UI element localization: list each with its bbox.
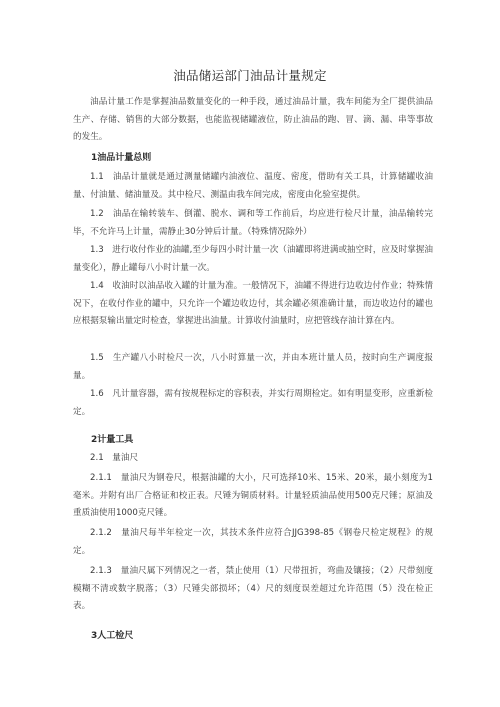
paragraph-1-2: 1.2 油品在输转装车、倒灌、脱水、调和等工作前后，均应进行检尺计量，油品输转完毕，不允许马上计量，需静止30分钟后计量。（特殊情况除外） bbox=[73, 209, 433, 237]
section-2-heading: 2计量工具 bbox=[91, 435, 134, 445]
section-1-heading: 1油品计量总则 bbox=[91, 153, 152, 163]
document-title: 油品储运部门油品计量规定 bbox=[173, 68, 327, 83]
paragraph-2-1-3: 2.1.3 量油尺属下列情况之一者，禁止使用（1）尺带扭折，弯曲及镶接；（2）尺带刻度模糊不清或数字脱落；（3）尺锤尖部损坏；（4）尺的刻度误差超过允许范围（5）没在检正表。 bbox=[73, 566, 433, 611]
paragraph-2-1-2: 2.1.2 量油尺每半年检定一次，其技术条件应符合JJG398-85《钢卷尺检定规程》的规定。 bbox=[73, 528, 433, 556]
paragraph-1-4: 1.4 收油时以油品收入罐的计量为准。一般情况下，油罐不得进行边收边付作业；特殊情况下，在收付作业的罐中，只允许一个罐边收边付，其余罐必须准确计量，而边收边付的罐也应根据泵输出量定时检查，掌握进出油量。计算收付油量时，应把管线存油计算在内。 bbox=[73, 281, 433, 326]
section-3-heading: 3人工检尺 bbox=[91, 631, 134, 641]
subheading-2-1: 2.1 量油尺 bbox=[90, 453, 139, 463]
paragraph-1-6: 1.6 凡计量容器，需有按规程标定的容积表，并实行周期检定。如有明显变形，应重新检定。 bbox=[73, 389, 433, 417]
intro-paragraph: 油品计量工作是掌握油品数量变化的一种手段，通过油品计量，我车间能为全厂提供油品生产、存储、销售的大部分数据，也能监视储罐液位，防止油品的跑、冒、滴、漏、串等事故的发生。 bbox=[73, 97, 433, 142]
paragraph-2-1-1: 2.1.1 量油尺为钢卷尺，根据油罐的大小，尺可选择10米、15米、20米，最小刻度为1毫米。并附有出厂合格证和校正表。尺锤为铜质材料。计量轻质油品使用500克尺锤；原油及重质油使用1000克尺锤。 bbox=[73, 473, 433, 518]
paragraph-1-1: 1.1 油品计量就是通过测量储罐内油液位、温度、密度，借助有关工具，计算储罐收油量、付油量、储油量及。其中检尺、测温由我车间完成，密度由化验室提供。 bbox=[73, 172, 433, 200]
paragraph-1-5: 1.5 生产罐八小时检尺一次，八小时算量一次，并由本班计量人员，按时向生产调度报量。 bbox=[73, 353, 433, 381]
paragraph-1-3: 1.3 进行收付作业的油罐,至少每四小时计量一次（油罐即将进满或抽空时，应及时掌握油量变化），静止罐每八小时计量一次。 bbox=[73, 245, 433, 273]
